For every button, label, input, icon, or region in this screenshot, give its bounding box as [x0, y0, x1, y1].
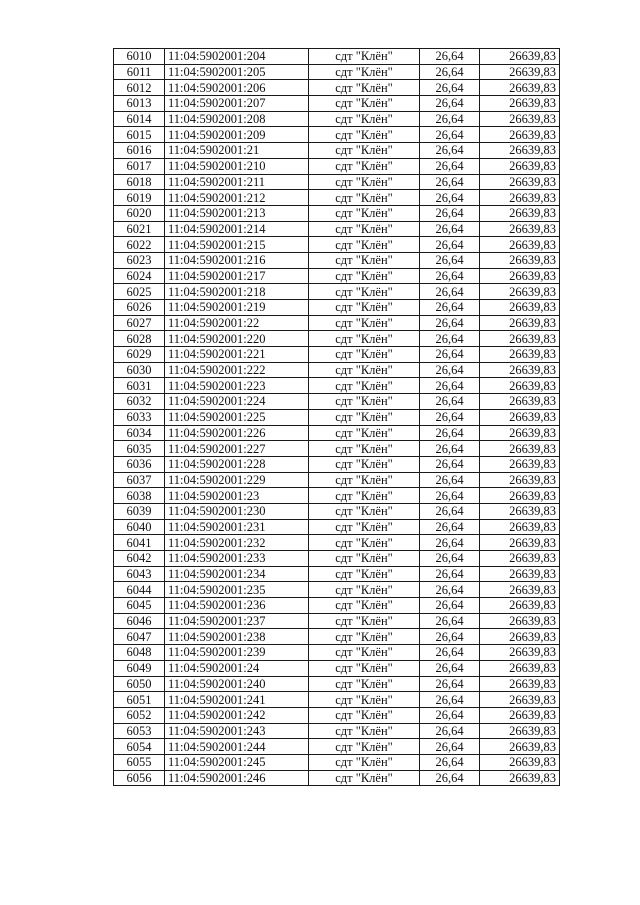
area-cell: 26,64 — [420, 551, 480, 567]
cadastral-number-cell: 11:04:5902001:246 — [165, 770, 309, 786]
cadastral-number-cell: 11:04:5902001:229 — [165, 472, 309, 488]
row-number-cell: 6010 — [114, 49, 165, 65]
area-cell: 26,64 — [420, 519, 480, 535]
cadastral-number-cell: 11:04:5902001:213 — [165, 205, 309, 221]
area-cell: 26,64 — [420, 739, 480, 755]
cadastral-number-cell: 11:04:5902001:22 — [165, 315, 309, 331]
association-name-cell: сдт "Клён" — [309, 362, 420, 378]
cost-cell: 26639,83 — [480, 535, 560, 551]
association-name-cell: сдт "Клён" — [309, 331, 420, 347]
cadastral-number-cell: 11:04:5902001:239 — [165, 645, 309, 661]
association-name-cell: сдт "Клён" — [309, 754, 420, 770]
area-cell: 26,64 — [420, 221, 480, 237]
row-number-cell: 6015 — [114, 127, 165, 143]
association-name-cell: сдт "Клён" — [309, 158, 420, 174]
area-cell: 26,64 — [420, 96, 480, 112]
row-number-cell: 6026 — [114, 300, 165, 316]
row-number-cell: 6028 — [114, 331, 165, 347]
association-name-cell: сдт "Клён" — [309, 315, 420, 331]
cadastral-number-cell: 11:04:5902001:240 — [165, 676, 309, 692]
table-row — [114, 660, 560, 676]
cost-cell: 26639,83 — [480, 49, 560, 65]
association-name-cell: сдт "Клён" — [309, 378, 420, 394]
area-cell: 26,64 — [420, 268, 480, 284]
area-cell: 26,64 — [420, 143, 480, 159]
area-cell: 26,64 — [420, 770, 480, 786]
cost-cell: 26639,83 — [480, 645, 560, 661]
cost-cell: 26639,83 — [480, 519, 560, 535]
cadastral-number-cell: 11:04:5902001:227 — [165, 441, 309, 457]
table-row — [114, 49, 560, 65]
cost-cell: 26639,83 — [480, 676, 560, 692]
table-row — [114, 425, 560, 441]
area-cell: 26,64 — [420, 676, 480, 692]
cost-cell: 26639,83 — [480, 660, 560, 676]
area-cell: 26,64 — [420, 425, 480, 441]
cost-cell: 26639,83 — [480, 127, 560, 143]
table-row — [114, 174, 560, 190]
table-row — [114, 315, 560, 331]
area-cell: 26,64 — [420, 645, 480, 661]
area-cell: 26,64 — [420, 472, 480, 488]
row-number-cell: 6052 — [114, 707, 165, 723]
table-row — [114, 535, 560, 551]
cost-cell: 26639,83 — [480, 315, 560, 331]
cadastral-number-cell: 11:04:5902001:237 — [165, 613, 309, 629]
association-name-cell: сдт "Клён" — [309, 284, 420, 300]
row-number-cell: 6017 — [114, 158, 165, 174]
cost-cell: 26639,83 — [480, 770, 560, 786]
table-row — [114, 300, 560, 316]
association-name-cell: сдт "Клён" — [309, 394, 420, 410]
association-name-cell: сдт "Клён" — [309, 723, 420, 739]
cadastral-number-cell: 11:04:5902001:215 — [165, 237, 309, 253]
cost-cell: 26639,83 — [480, 300, 560, 316]
cost-cell: 26639,83 — [480, 582, 560, 598]
area-cell: 26,64 — [420, 409, 480, 425]
table-row — [114, 503, 560, 519]
area-cell: 26,64 — [420, 205, 480, 221]
cost-cell: 26639,83 — [480, 488, 560, 504]
table-row — [114, 582, 560, 598]
cost-cell: 26639,83 — [480, 707, 560, 723]
cadastral-number-cell: 11:04:5902001:238 — [165, 629, 309, 645]
row-number-cell: 6023 — [114, 252, 165, 268]
cadastral-number-cell: 11:04:5902001:218 — [165, 284, 309, 300]
table-row — [114, 268, 560, 284]
cadastral-number-cell: 11:04:5902001:211 — [165, 174, 309, 190]
cost-cell: 26639,83 — [480, 331, 560, 347]
association-name-cell: сдт "Клён" — [309, 205, 420, 221]
row-number-cell: 6029 — [114, 347, 165, 363]
table-row — [114, 64, 560, 80]
association-name-cell: сдт "Клён" — [309, 503, 420, 519]
cost-cell: 26639,83 — [480, 394, 560, 410]
table-row — [114, 143, 560, 159]
association-name-cell: сдт "Клён" — [309, 613, 420, 629]
table-row — [114, 598, 560, 614]
table-row — [114, 80, 560, 96]
table-row — [114, 723, 560, 739]
row-number-cell: 6022 — [114, 237, 165, 253]
association-name-cell: сдт "Клён" — [309, 472, 420, 488]
table-row — [114, 158, 560, 174]
row-number-cell: 6033 — [114, 409, 165, 425]
cost-cell: 26639,83 — [480, 692, 560, 708]
association-name-cell: сдт "Клён" — [309, 96, 420, 112]
row-number-cell: 6030 — [114, 362, 165, 378]
table-body — [114, 49, 560, 786]
cost-cell: 26639,83 — [480, 237, 560, 253]
table-row — [114, 409, 560, 425]
association-name-cell: сдт "Клён" — [309, 127, 420, 143]
cadastral-number-cell: 11:04:5902001:233 — [165, 551, 309, 567]
area-cell: 26,64 — [420, 80, 480, 96]
cost-cell: 26639,83 — [480, 190, 560, 206]
row-number-cell: 6055 — [114, 754, 165, 770]
association-name-cell: сдт "Клён" — [309, 739, 420, 755]
table-row — [114, 394, 560, 410]
area-cell: 26,64 — [420, 441, 480, 457]
area-cell: 26,64 — [420, 394, 480, 410]
table-row — [114, 770, 560, 786]
association-name-cell: сдт "Клён" — [309, 409, 420, 425]
area-cell: 26,64 — [420, 566, 480, 582]
cost-cell: 26639,83 — [480, 378, 560, 394]
table-row — [114, 284, 560, 300]
table-row — [114, 754, 560, 770]
area-cell: 26,64 — [420, 64, 480, 80]
association-name-cell: сдт "Клён" — [309, 598, 420, 614]
cost-cell: 26639,83 — [480, 143, 560, 159]
area-cell: 26,64 — [420, 692, 480, 708]
area-cell: 26,64 — [420, 503, 480, 519]
table-row — [114, 456, 560, 472]
cost-cell: 26639,83 — [480, 503, 560, 519]
cadastral-number-cell: 11:04:5902001:214 — [165, 221, 309, 237]
cost-cell: 26639,83 — [480, 64, 560, 80]
cadastral-number-cell: 11:04:5902001:243 — [165, 723, 309, 739]
area-cell: 26,64 — [420, 582, 480, 598]
association-name-cell: сдт "Клён" — [309, 143, 420, 159]
table-row — [114, 362, 560, 378]
association-name-cell: сдт "Клён" — [309, 551, 420, 567]
association-name-cell: сдт "Клён" — [309, 707, 420, 723]
cost-cell: 26639,83 — [480, 739, 560, 755]
row-number-cell: 6042 — [114, 551, 165, 567]
table-row — [114, 676, 560, 692]
land-plot-table — [113, 48, 560, 786]
table-row — [114, 645, 560, 661]
table-row — [114, 629, 560, 645]
association-name-cell: сдт "Клён" — [309, 80, 420, 96]
row-number-cell: 6047 — [114, 629, 165, 645]
cadastral-number-cell: 11:04:5902001:216 — [165, 252, 309, 268]
cadastral-number-cell: 11:04:5902001:21 — [165, 143, 309, 159]
row-number-cell: 6034 — [114, 425, 165, 441]
row-number-cell: 6031 — [114, 378, 165, 394]
association-name-cell: сдт "Клён" — [309, 49, 420, 65]
area-cell: 26,64 — [420, 613, 480, 629]
table-row — [114, 551, 560, 567]
cost-cell: 26639,83 — [480, 629, 560, 645]
table-row — [114, 739, 560, 755]
area-cell: 26,64 — [420, 629, 480, 645]
area-cell: 26,64 — [420, 237, 480, 253]
area-cell: 26,64 — [420, 315, 480, 331]
cadastral-number-cell: 11:04:5902001:223 — [165, 378, 309, 394]
cadastral-number-cell: 11:04:5902001:245 — [165, 754, 309, 770]
cost-cell: 26639,83 — [480, 158, 560, 174]
cost-cell: 26639,83 — [480, 174, 560, 190]
cost-cell: 26639,83 — [480, 566, 560, 582]
cadastral-number-cell: 11:04:5902001:204 — [165, 49, 309, 65]
cadastral-number-cell: 11:04:5902001:220 — [165, 331, 309, 347]
association-name-cell: сдт "Клён" — [309, 488, 420, 504]
row-number-cell: 6039 — [114, 503, 165, 519]
table-row — [114, 127, 560, 143]
area-cell: 26,64 — [420, 331, 480, 347]
association-name-cell: сдт "Клён" — [309, 629, 420, 645]
row-number-cell: 6035 — [114, 441, 165, 457]
association-name-cell: сдт "Клён" — [309, 456, 420, 472]
row-number-cell: 6021 — [114, 221, 165, 237]
cadastral-number-cell: 11:04:5902001:242 — [165, 707, 309, 723]
table-row — [114, 96, 560, 112]
cadastral-number-cell: 11:04:5902001:244 — [165, 739, 309, 755]
area-cell: 26,64 — [420, 300, 480, 316]
area-cell: 26,64 — [420, 488, 480, 504]
association-name-cell: сдт "Клён" — [309, 64, 420, 80]
cost-cell: 26639,83 — [480, 111, 560, 127]
row-number-cell: 6027 — [114, 315, 165, 331]
cadastral-number-cell: 11:04:5902001:206 — [165, 80, 309, 96]
area-cell: 26,64 — [420, 456, 480, 472]
association-name-cell: сдт "Клён" — [309, 535, 420, 551]
table-row — [114, 190, 560, 206]
row-number-cell: 6044 — [114, 582, 165, 598]
area-cell: 26,64 — [420, 362, 480, 378]
area-cell: 26,64 — [420, 174, 480, 190]
row-number-cell: 6012 — [114, 80, 165, 96]
row-number-cell: 6050 — [114, 676, 165, 692]
table-row — [114, 692, 560, 708]
association-name-cell: сдт "Клён" — [309, 221, 420, 237]
cost-cell: 26639,83 — [480, 441, 560, 457]
cost-cell: 26639,83 — [480, 268, 560, 284]
row-number-cell: 6020 — [114, 205, 165, 221]
association-name-cell: сдт "Клён" — [309, 676, 420, 692]
area-cell: 26,64 — [420, 754, 480, 770]
area-cell: 26,64 — [420, 598, 480, 614]
table-row — [114, 566, 560, 582]
cadastral-number-cell: 11:04:5902001:212 — [165, 190, 309, 206]
cadastral-number-cell: 11:04:5902001:217 — [165, 268, 309, 284]
association-name-cell: сдт "Клён" — [309, 111, 420, 127]
association-name-cell: сдт "Клён" — [309, 645, 420, 661]
row-number-cell: 6040 — [114, 519, 165, 535]
row-number-cell: 6053 — [114, 723, 165, 739]
row-number-cell: 6016 — [114, 143, 165, 159]
association-name-cell: сдт "Клён" — [309, 174, 420, 190]
association-name-cell: сдт "Клён" — [309, 441, 420, 457]
cadastral-number-cell: 11:04:5902001:209 — [165, 127, 309, 143]
table-row — [114, 378, 560, 394]
association-name-cell: сдт "Клён" — [309, 582, 420, 598]
table-row — [114, 488, 560, 504]
cost-cell: 26639,83 — [480, 205, 560, 221]
cadastral-number-cell: 11:04:5902001:205 — [165, 64, 309, 80]
row-number-cell: 6025 — [114, 284, 165, 300]
table-row — [114, 252, 560, 268]
cadastral-number-cell: 11:04:5902001:224 — [165, 394, 309, 410]
row-number-cell: 6019 — [114, 190, 165, 206]
area-cell: 26,64 — [420, 347, 480, 363]
cost-cell: 26639,83 — [480, 425, 560, 441]
cadastral-number-cell: 11:04:5902001:234 — [165, 566, 309, 582]
area-cell: 26,64 — [420, 111, 480, 127]
table-row — [114, 707, 560, 723]
table-row — [114, 331, 560, 347]
association-name-cell: сдт "Клён" — [309, 770, 420, 786]
cost-cell: 26639,83 — [480, 221, 560, 237]
cost-cell: 26639,83 — [480, 598, 560, 614]
cost-cell: 26639,83 — [480, 284, 560, 300]
row-number-cell: 6036 — [114, 456, 165, 472]
row-number-cell: 6038 — [114, 488, 165, 504]
association-name-cell: сдт "Клён" — [309, 347, 420, 363]
cadastral-number-cell: 11:04:5902001:231 — [165, 519, 309, 535]
cost-cell: 26639,83 — [480, 362, 560, 378]
area-cell: 26,64 — [420, 127, 480, 143]
cost-cell: 26639,83 — [480, 723, 560, 739]
cadastral-number-cell: 11:04:5902001:207 — [165, 96, 309, 112]
row-number-cell: 6049 — [114, 660, 165, 676]
row-number-cell: 6054 — [114, 739, 165, 755]
table-row — [114, 221, 560, 237]
row-number-cell: 6051 — [114, 692, 165, 708]
association-name-cell: сдт "Клён" — [309, 190, 420, 206]
cadastral-number-cell: 11:04:5902001:235 — [165, 582, 309, 598]
cadastral-number-cell: 11:04:5902001:228 — [165, 456, 309, 472]
cadastral-number-cell: 11:04:5902001:230 — [165, 503, 309, 519]
association-name-cell: сдт "Клён" — [309, 425, 420, 441]
cadastral-number-cell: 11:04:5902001:226 — [165, 425, 309, 441]
cadastral-number-cell: 11:04:5902001:23 — [165, 488, 309, 504]
cadastral-number-cell: 11:04:5902001:241 — [165, 692, 309, 708]
association-name-cell: сдт "Клён" — [309, 268, 420, 284]
row-number-cell: 6018 — [114, 174, 165, 190]
table-row — [114, 441, 560, 457]
table-row — [114, 205, 560, 221]
cost-cell: 26639,83 — [480, 96, 560, 112]
area-cell: 26,64 — [420, 723, 480, 739]
row-number-cell: 6014 — [114, 111, 165, 127]
cost-cell: 26639,83 — [480, 551, 560, 567]
row-number-cell: 6041 — [114, 535, 165, 551]
cadastral-number-cell: 11:04:5902001:221 — [165, 347, 309, 363]
cost-cell: 26639,83 — [480, 80, 560, 96]
row-number-cell: 6011 — [114, 64, 165, 80]
cadastral-number-cell: 11:04:5902001:222 — [165, 362, 309, 378]
row-number-cell: 6013 — [114, 96, 165, 112]
cost-cell: 26639,83 — [480, 409, 560, 425]
table-row — [114, 347, 560, 363]
cadastral-number-cell: 11:04:5902001:219 — [165, 300, 309, 316]
cost-cell: 26639,83 — [480, 754, 560, 770]
area-cell: 26,64 — [420, 49, 480, 65]
row-number-cell: 6056 — [114, 770, 165, 786]
cost-cell: 26639,83 — [480, 472, 560, 488]
association-name-cell: сдт "Клён" — [309, 252, 420, 268]
row-number-cell: 6032 — [114, 394, 165, 410]
cadastral-number-cell: 11:04:5902001:232 — [165, 535, 309, 551]
association-name-cell: сдт "Клён" — [309, 519, 420, 535]
row-number-cell: 6048 — [114, 645, 165, 661]
area-cell: 26,64 — [420, 158, 480, 174]
cadastral-number-cell: 11:04:5902001:24 — [165, 660, 309, 676]
association-name-cell: сдт "Клён" — [309, 660, 420, 676]
cadastral-number-cell: 11:04:5902001:236 — [165, 598, 309, 614]
area-cell: 26,64 — [420, 707, 480, 723]
cadastral-number-cell: 11:04:5902001:208 — [165, 111, 309, 127]
area-cell: 26,64 — [420, 660, 480, 676]
area-cell: 26,64 — [420, 252, 480, 268]
table-row — [114, 111, 560, 127]
table-row — [114, 613, 560, 629]
association-name-cell: сдт "Клён" — [309, 692, 420, 708]
cadastral-number-cell: 11:04:5902001:225 — [165, 409, 309, 425]
row-number-cell: 6024 — [114, 268, 165, 284]
row-number-cell: 6046 — [114, 613, 165, 629]
area-cell: 26,64 — [420, 190, 480, 206]
association-name-cell: сдт "Клён" — [309, 237, 420, 253]
table-row — [114, 237, 560, 253]
table-row — [114, 519, 560, 535]
cost-cell: 26639,83 — [480, 252, 560, 268]
area-cell: 26,64 — [420, 284, 480, 300]
cost-cell: 26639,83 — [480, 456, 560, 472]
association-name-cell: сдт "Клён" — [309, 300, 420, 316]
association-name-cell: сдт "Клён" — [309, 566, 420, 582]
table-row — [114, 472, 560, 488]
row-number-cell: 6037 — [114, 472, 165, 488]
area-cell: 26,64 — [420, 378, 480, 394]
cost-cell: 26639,83 — [480, 613, 560, 629]
row-number-cell: 6045 — [114, 598, 165, 614]
area-cell: 26,64 — [420, 535, 480, 551]
cadastral-number-cell: 11:04:5902001:210 — [165, 158, 309, 174]
row-number-cell: 6043 — [114, 566, 165, 582]
cost-cell: 26639,83 — [480, 347, 560, 363]
